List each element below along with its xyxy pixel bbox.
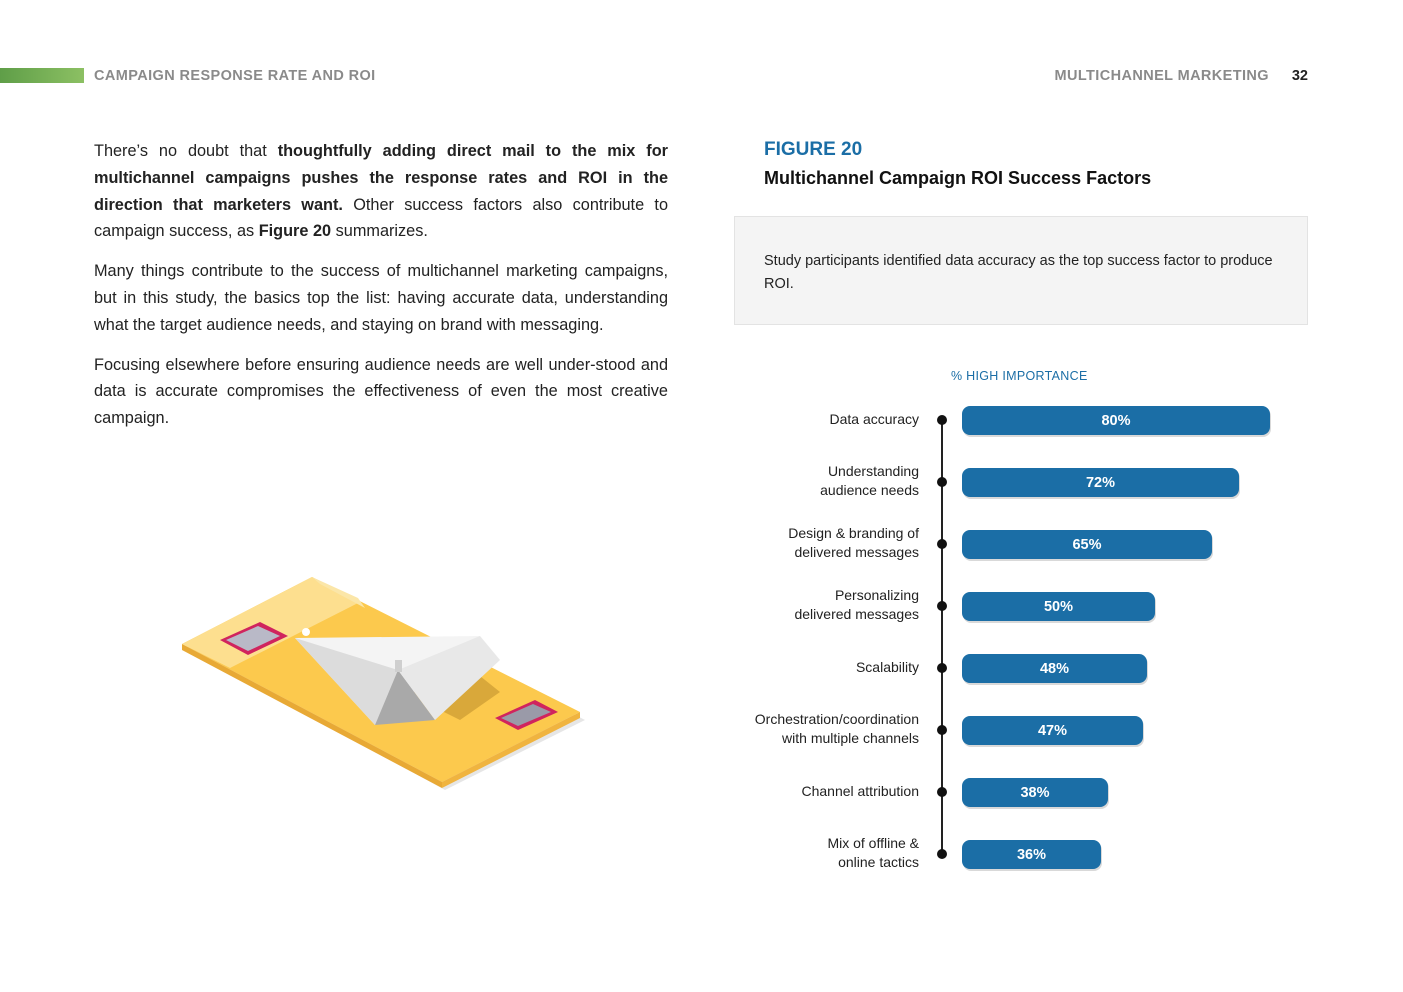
document-title: MULTICHANNEL MARKETING bbox=[1054, 68, 1269, 84]
figure-label: FIGURE 20 bbox=[764, 139, 863, 160]
callout-box bbox=[734, 216, 1308, 325]
emphasis-text: thoughtfully adding direct mail to the mix for multichannel campaigns pushes the response rates and ROI in the direction that marketers want. bbox=[94, 142, 668, 214]
series-label: % HIGH IMPORTANCE bbox=[951, 369, 1088, 383]
paper-plane-envelope-illustration bbox=[170, 560, 600, 800]
paragraph-1: There’s no doubt that thoughtfully adding direct mail to the mix for multichannel campaigns pushes the response rates and ROI in the direction that marketers want. Other success factors also contribute to campaign success, as Figure 20 summarizes. bbox=[94, 142, 668, 241]
category-label: Understanding audience needs bbox=[820, 463, 919, 498]
axis-marker bbox=[937, 415, 947, 425]
axis-marker bbox=[937, 601, 947, 611]
bar bbox=[962, 468, 1239, 497]
bar bbox=[962, 530, 1212, 559]
bar-value-label: 72% bbox=[1085, 474, 1116, 491]
bar bbox=[962, 654, 1147, 683]
header-accent-bar bbox=[0, 68, 84, 83]
category-label: Orchestration/coordination with multiple channels bbox=[754, 711, 919, 746]
category-label: Personalizing delivered messages bbox=[794, 587, 919, 622]
axis-marker bbox=[937, 477, 947, 487]
figure-title: Multichannel Campaign ROI Success Factors bbox=[764, 168, 1152, 188]
category-label: Data accuracy bbox=[829, 410, 919, 427]
bar-value-label: 47% bbox=[1037, 722, 1068, 739]
bar bbox=[962, 840, 1101, 869]
category-label: Mix of offline & online tactics bbox=[827, 835, 919, 870]
paragraph-2: Many things contribute to the success of multichannel marketing campaigns, but in this study, the basics top the list: having accurate data, understanding what the target audience needs, and staying on brand with messaging. bbox=[94, 262, 668, 334]
bar bbox=[962, 406, 1270, 435]
bar-value-label: 50% bbox=[1043, 598, 1074, 615]
category-label: Scalability bbox=[855, 658, 919, 675]
section-title: CAMPAIGN RESPONSE RATE AND ROI bbox=[94, 68, 376, 84]
bar-value-label: 80% bbox=[1101, 412, 1131, 429]
bar-value-label: 38% bbox=[1020, 784, 1050, 801]
figure-reference: Figure 20 bbox=[258, 222, 332, 241]
axis-marker bbox=[937, 849, 947, 859]
callout-text: Study participants identified data accuracy as the top success factor to produce ROI. bbox=[764, 253, 1273, 292]
bar-value-label: 48% bbox=[1039, 660, 1070, 677]
page-number: 32 bbox=[1291, 68, 1308, 84]
category-label: Design & branding of delivered messages bbox=[788, 525, 919, 560]
axis-marker bbox=[937, 539, 947, 549]
bar bbox=[962, 592, 1155, 621]
axis-marker bbox=[937, 725, 947, 735]
bar-value-label: 65% bbox=[1072, 536, 1102, 553]
bar bbox=[962, 716, 1143, 745]
axis-marker bbox=[937, 663, 947, 673]
bar-value-label: 36% bbox=[1016, 846, 1047, 863]
body-text bbox=[94, 138, 668, 445]
category-label: Channel attribution bbox=[801, 782, 919, 799]
axis-marker bbox=[937, 787, 947, 797]
bar bbox=[962, 778, 1108, 807]
paragraph-3: Focusing elsewhere before ensuring audience needs are well under-stood and data is accurate compromises the effectiveness of even the most creative campaign. bbox=[94, 355, 668, 428]
